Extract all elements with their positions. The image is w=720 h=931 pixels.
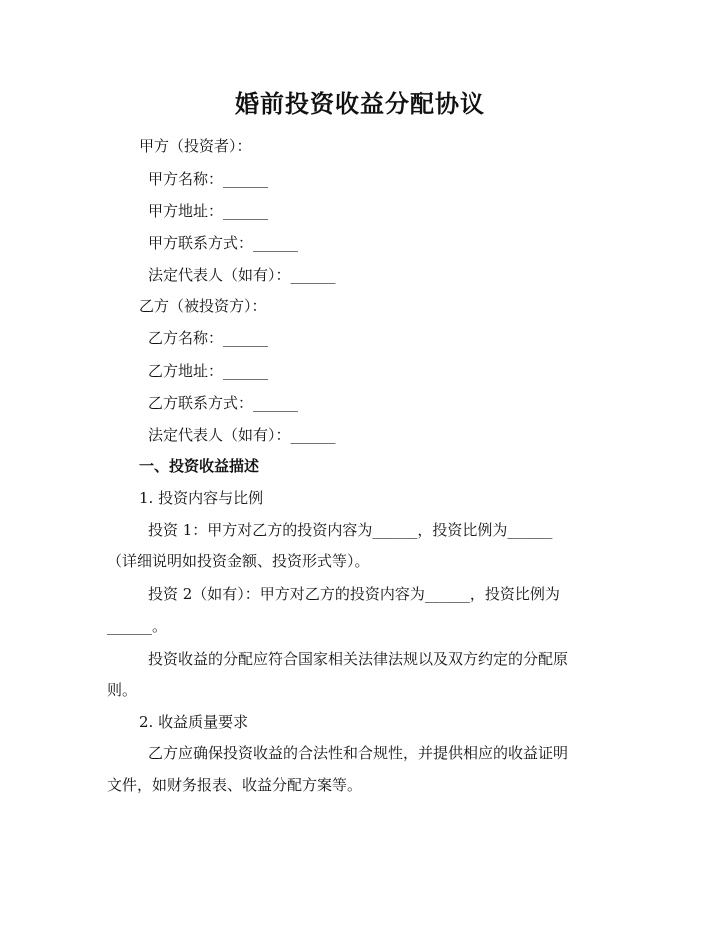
investment-2-line-2: ______。 bbox=[107, 617, 168, 635]
section-1-heading: 一、投资收益描述 bbox=[139, 457, 260, 475]
investment-1-line-1: 投资 1：甲方对乙方的投资内容为______，投资比例为______ bbox=[148, 521, 553, 539]
investment-2-line-1: 投资 2（如有）：甲方对乙方的投资内容为______，投资比例为 bbox=[148, 585, 560, 603]
party-b-heading: 乙方（被投资方）： bbox=[139, 297, 267, 315]
party-a-legal-rep: 法定代表人（如有）：______ bbox=[148, 266, 336, 284]
investment-1-line-2: （详细说明如投资金额、投资形式等）。 bbox=[107, 552, 370, 570]
subsection-1-heading: 1. 投资内容与比例 bbox=[139, 489, 264, 507]
subsection-2-heading: 2. 收益质量要求 bbox=[139, 713, 249, 731]
party-b-legal-rep: 法定代表人（如有）：______ bbox=[148, 426, 336, 444]
party-a-heading: 甲方（投资者）： bbox=[139, 137, 252, 155]
distribution-principle-line-2: 则。 bbox=[107, 681, 138, 699]
party-a-contact: 甲方联系方式：______ bbox=[148, 234, 299, 252]
party-a-name: 甲方名称：______ bbox=[148, 170, 269, 188]
distribution-principle-line-1: 投资收益的分配应符合国家相关法律法规以及双方约定的分配原 bbox=[148, 650, 569, 668]
party-b-name: 乙方名称：______ bbox=[148, 329, 269, 347]
party-b-address: 乙方地址：______ bbox=[148, 362, 269, 380]
party-b-contact: 乙方联系方式：______ bbox=[148, 394, 299, 412]
document-title: 婚前投资收益分配协议 bbox=[235, 89, 485, 118]
party-a-address: 甲方地址：______ bbox=[148, 202, 269, 220]
quality-requirement-line-2: 文件，如财务报表、收益分配方案等。 bbox=[107, 776, 363, 794]
quality-requirement-line-1: 乙方应确保投资收益的合法性和合规性，并提供相应的收益证明 bbox=[148, 744, 569, 762]
